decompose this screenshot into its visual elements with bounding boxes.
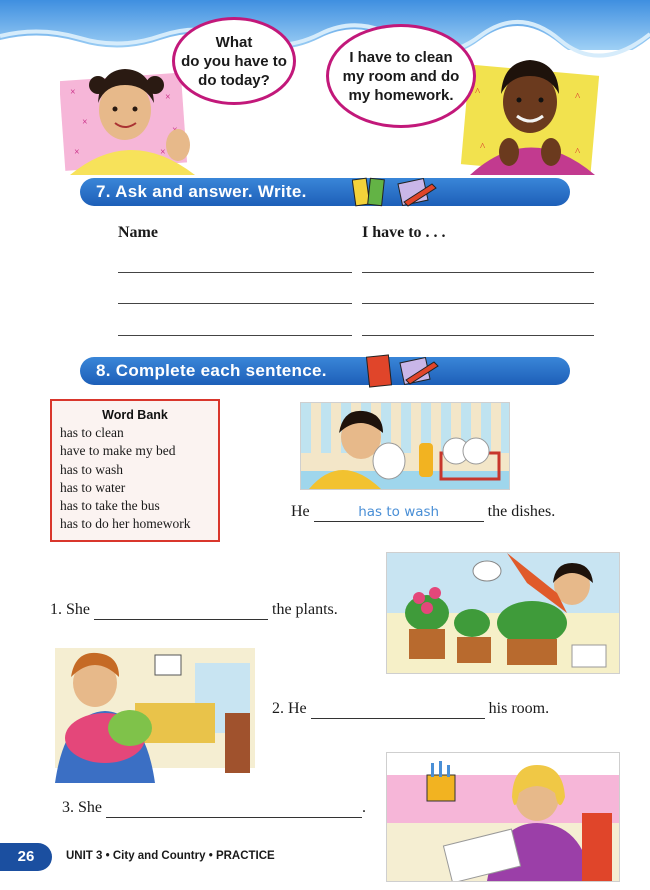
footer-title: City and Country xyxy=(112,850,206,862)
word-bank-item: has to water xyxy=(60,479,126,495)
section7-bar xyxy=(80,178,570,206)
sentence-3-before: 3. She xyxy=(62,799,102,816)
question-bubble xyxy=(172,17,296,105)
page-number: 26 xyxy=(0,843,52,871)
section7-title: 7. Ask and answer. Write. xyxy=(96,182,307,201)
svg-text:×: × xyxy=(165,92,171,103)
sentence-2-blank[interactable] xyxy=(311,700,485,719)
svg-text:^: ^ xyxy=(575,146,581,158)
boy-illustration xyxy=(455,40,605,175)
example-sentence xyxy=(291,503,555,522)
svg-text:×: × xyxy=(70,87,76,98)
svg-text:×: × xyxy=(74,147,80,158)
book-pencil-icon-2 xyxy=(364,350,444,390)
answer-line-3: my homework. xyxy=(348,86,454,104)
sentence-2-before: 2. He xyxy=(272,700,307,717)
word-bank xyxy=(50,399,220,542)
example-before: He xyxy=(291,503,310,520)
example-answer: has to wash xyxy=(358,504,440,520)
word-bank-item: has to take the bus xyxy=(60,498,160,514)
book-pencil-icon xyxy=(352,176,442,208)
sentence-3-after: . xyxy=(362,799,366,816)
column-i-have-to: I have to . . . xyxy=(362,224,446,241)
sentence-2 xyxy=(272,700,549,719)
word-bank-title: Word Bank xyxy=(102,408,168,422)
have-line-1[interactable] xyxy=(362,272,594,273)
question-line-2: do you have to xyxy=(181,52,287,70)
answer-bubble xyxy=(326,24,476,128)
girl-doing-homework-picture xyxy=(386,752,620,882)
word-bank-item: has to wash xyxy=(60,461,123,477)
girl-watering-plants-picture xyxy=(386,552,620,674)
question-line-3: do today? xyxy=(198,71,270,89)
have-line-3[interactable] xyxy=(362,335,594,336)
answer-line-2: my room and do xyxy=(342,67,460,85)
boy-cleaning-room-picture xyxy=(45,643,260,783)
answer-line-1: I have to clean xyxy=(349,48,453,66)
example-blank xyxy=(314,503,484,522)
column-name: Name xyxy=(118,224,158,241)
svg-text:^: ^ xyxy=(575,91,581,103)
svg-text:^: ^ xyxy=(480,141,486,153)
sentence-3 xyxy=(62,799,366,818)
word-bank-item: has to do her homework xyxy=(60,516,191,532)
section8-bar xyxy=(80,357,570,385)
example-after: the dishes. xyxy=(487,503,556,520)
sentence-3-blank[interactable] xyxy=(106,799,362,818)
svg-text:^: ^ xyxy=(475,86,481,98)
footer-text: UNIT 3 • City and Country • PRACTICE xyxy=(66,850,275,862)
sentence-1 xyxy=(50,601,338,620)
footer-section: PRACTICE xyxy=(215,850,275,862)
word-bank-item: has to clean xyxy=(60,425,124,440)
question-line-1: What xyxy=(215,33,253,51)
section8-title: 8. Complete each sentence. xyxy=(96,361,327,380)
have-line-2[interactable] xyxy=(362,303,594,304)
svg-text:×: × xyxy=(82,117,88,128)
word-bank-item: have to make my bed xyxy=(60,443,176,459)
svg-text:×: × xyxy=(160,147,166,158)
sentence-1-before: 1. She xyxy=(50,601,90,618)
name-line-3[interactable] xyxy=(118,335,352,336)
sentence-1-blank[interactable] xyxy=(94,601,268,620)
boy-washing-dishes-picture xyxy=(300,402,510,490)
footer-unit: UNIT 3 xyxy=(66,850,103,862)
sentence-1-after: the plants. xyxy=(272,601,338,618)
name-line-1[interactable] xyxy=(118,272,352,273)
name-line-2[interactable] xyxy=(118,303,352,304)
sentence-2-after: his room. xyxy=(488,700,550,717)
